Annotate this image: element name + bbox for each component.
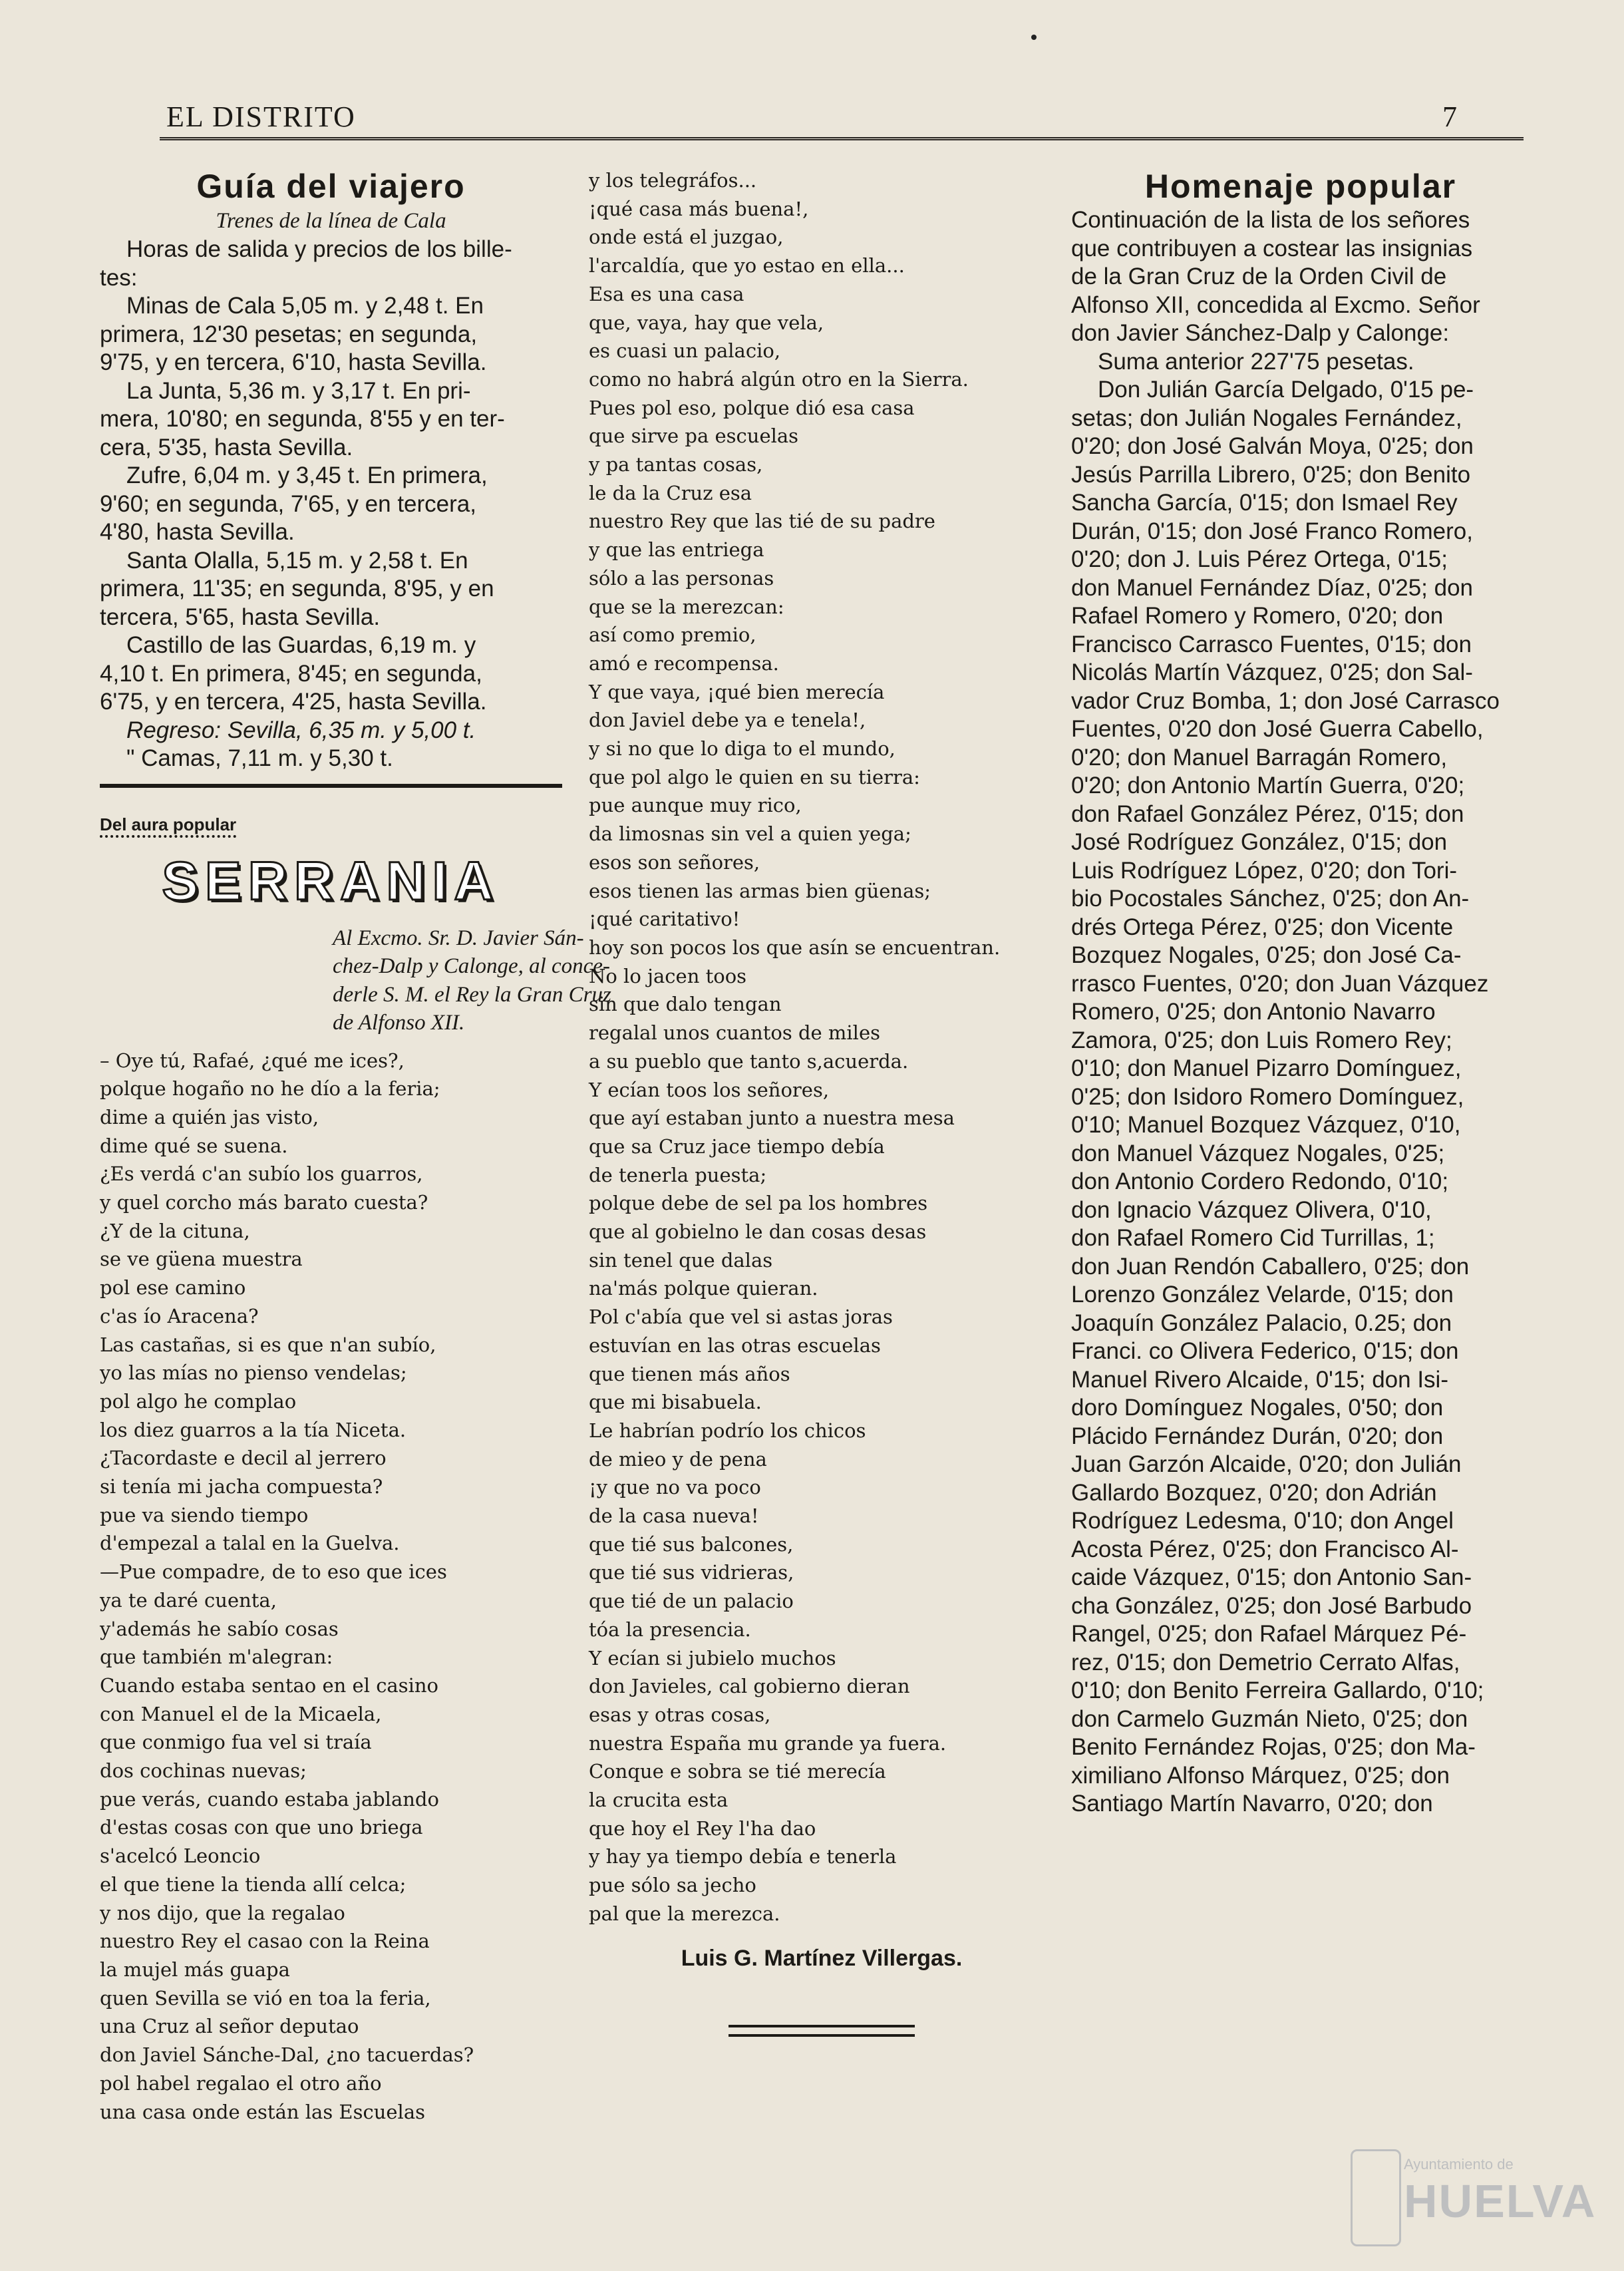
poem-line: ¡qué casa más buena!, <box>589 197 809 220</box>
guia-title: Guía del viajero <box>196 168 466 205</box>
poem-line: No lo jacen toos <box>589 964 747 987</box>
poem-line: nuestra España mu grande ya fuera. <box>589 1731 947 1755</box>
homenaje-line: Benito Fernández Rojas, 0'25; don Ma- <box>1071 1734 1476 1760</box>
homenaje-line: don Carmelo Guzmán Nieto, 0'25; don <box>1071 1705 1468 1732</box>
homenaje-line: Lorenzo González Velarde, 0'15; don <box>1071 1282 1454 1308</box>
poem-line: pol habel regalao el otro año <box>100 2071 382 2095</box>
poem-line: pal que la merezca. <box>589 1902 780 1925</box>
dedication <box>333 924 611 1037</box>
page-number: 7 <box>1442 100 1457 133</box>
poem-line: esas y otras cosas, <box>589 1703 771 1726</box>
poem-line: que pol algo le quien en su tierra: <box>589 765 920 788</box>
poem-line: d'estas cosas con que uno briega <box>100 1816 423 1839</box>
poem-line: la mujel más guapa <box>100 1958 290 1981</box>
watermark-line2: HUELVA <box>1404 2175 1597 2227</box>
poem-line: pue verás, cuando estaba jablando <box>100 1787 439 1811</box>
poem-line: quen Sevilla se vió en toa la feria, <box>100 1986 431 2009</box>
homenaje-line: Rodríguez Ledesma, 0'10; don Angel <box>1071 1508 1454 1534</box>
poem-line: que sirve pa escuelas <box>589 425 799 448</box>
homenaje-line: Rafael Romero y Romero, 0'20; don <box>1071 603 1444 629</box>
poem-column-1 <box>100 1047 562 2127</box>
homenaje-body <box>1071 206 1530 1819</box>
homenaje-line: Francisco Carrasco Fuentes, 0'15; don <box>1071 631 1472 657</box>
poem-line: regalal unos cuantos de miles <box>589 1021 880 1045</box>
guia-line: mera, 10'80; en segunda, 8'55 y en ter- <box>100 406 505 432</box>
poem-line: pue va siendo tiempo <box>100 1503 309 1526</box>
poem-line: y pa tantas cosas, <box>589 453 763 476</box>
homenaje-line: Rangel, 0'25; don Rafael Márquez Pé- <box>1071 1621 1467 1647</box>
homenaje-line: 0'20; don Antonio Martín Guerra, 0'20; <box>1071 773 1465 798</box>
homenaje-line: 0'20; don Manuel Barragán Romero, <box>1071 744 1448 771</box>
poem-column-2 <box>589 166 1055 1928</box>
poem-line: tóa la presencia. <box>589 1618 751 1641</box>
poem-line: la crucita esta <box>589 1789 729 1812</box>
poem-line: amó e recompensa. <box>589 651 779 675</box>
homenaje-line: don Rafael González Pérez, 0'15; don <box>1071 800 1464 827</box>
poem-line: y quel corcho más barato cuesta? <box>100 1191 428 1214</box>
homenaje-line: 0'20; don J. Luis Pérez Ortega, 0'15; <box>1071 546 1448 572</box>
homenaje-line: don Javier Sánchez-Dalp y Calonge: <box>1071 320 1450 346</box>
poem-line: sólo a las personas <box>589 566 774 590</box>
homenaje-line: Continuación de la lista de los señores <box>1071 207 1470 233</box>
homenaje-line: don Antonio Cordero Redondo, 0'10; <box>1071 1168 1449 1194</box>
homenaje-line: Bozquez Nogales, 0'25; don José Ca- <box>1071 942 1462 968</box>
poem-line: los diez guarros a la tía Niceta. <box>100 1418 406 1441</box>
guia-line: 9'60; en segunda, 7'65, y en tercera, <box>100 490 476 517</box>
ink-dot <box>1031 35 1037 40</box>
page-header <box>160 100 1464 140</box>
poem-line: como no habrá algún otro en la Sierra. <box>589 367 969 391</box>
poem-line: ¿Y de la cituna, <box>100 1219 250 1242</box>
poem-line: que ayí estaban junto a nuestra mesa <box>589 1107 955 1130</box>
poem-line: l'arcaldía, que yo estao en ella... <box>589 254 905 277</box>
section-divider <box>100 784 562 788</box>
homenaje-line: Nicolás Martín Vázquez, 0'25; don Sal- <box>1071 659 1473 685</box>
homenaje-line: Suma anterior 227'75 pesetas. <box>1098 348 1414 375</box>
poem-line: nuestro Rey que las tié de su padre <box>589 510 935 533</box>
poem-line: don Javieles, cal gobierno dieran <box>589 1675 910 1698</box>
homenaje-line: doro Domínguez Nogales, 0'50; don <box>1071 1395 1444 1421</box>
homenaje-line: don Ignacio Vázquez Olivera, 0'10, <box>1071 1196 1432 1223</box>
column-1 <box>100 166 611 2126</box>
homenaje-line: 0'10; Manuel Bozquez Vázquez, 0'10, <box>1071 1112 1461 1138</box>
homenaje-line: 0'10; don Manuel Pizarro Domínguez, <box>1071 1055 1462 1081</box>
homenaje-line: Juan Garzón Alcaide, 0'20; don Julián <box>1071 1451 1462 1477</box>
homenaje-line: Fuentes, 0'20 don José Guerra Cabello, <box>1071 716 1484 742</box>
poem-line: que, vaya, hay que vela, <box>589 311 824 334</box>
homenaje-line: Alfonso XII, concedida al Excmo. Señor <box>1071 291 1480 318</box>
homenaje-line: 0'20; don José Galván Moya, 0'25; don <box>1071 433 1474 459</box>
poem-line: una casa onde están las Escuelas <box>100 2100 425 2123</box>
poem-line: es cuasi un palacio, <box>589 339 781 363</box>
poem-line: que al gobielno le dan cosas desas <box>589 1220 927 1244</box>
poem-line: Y que vaya, ¡qué bien merecía <box>589 680 885 703</box>
guia-line: Horas de salida y precios de los bille- <box>126 236 512 262</box>
poem-line: que tié de un palacio <box>589 1590 794 1613</box>
homenaje-line: Santiago Martín Navarro, 0'20; don <box>1071 1791 1433 1817</box>
poem-line: Le habrían podrío los chicos <box>589 1419 866 1442</box>
poem-line: c'as ío Aracena? <box>100 1304 259 1327</box>
guia-line: tes: <box>100 264 138 291</box>
dedication-line: derle S. M. el Rey la Gran Cruz <box>333 982 611 1007</box>
poem-line: que tié sus balcones, <box>589 1532 794 1556</box>
poem-line: que sa Cruz jace tiempo debía <box>589 1135 885 1158</box>
guia-line: Santa Olalla, 5,15 m. y 2,58 t. En <box>126 547 468 574</box>
poem-line: da limosnas sin vel a quien yega; <box>589 822 911 846</box>
homenaje-line: Franci. co Olivera Federico, 0'15; don <box>1071 1338 1459 1364</box>
guia-line: tercera, 5'65, hasta Sevilla. <box>100 604 381 630</box>
homenaje-line: Plácido Fernández Durán, 0'20; don <box>1071 1423 1444 1449</box>
poem-line: una Cruz al señor deputao <box>100 2015 359 2038</box>
homenaje-line: Luis Rodríguez López, 0'20; don Tori- <box>1071 857 1458 884</box>
guia-line: " Camas, 7,11 m. y 5,30 t. <box>126 745 393 771</box>
homenaje-line: José Rodríguez González, 0'15; don <box>1071 829 1448 855</box>
column-3 <box>1071 166 1530 1819</box>
poem-line: Pol c'abía que vel si astas joras <box>589 1306 893 1329</box>
watermark-line1: Ayuntamiento de <box>1404 2156 1514 2173</box>
homenaje-title: Homenaje popular <box>1144 168 1457 205</box>
homenaje-line: rrasco Fuentes, 0'20; don Juan Vázquez <box>1071 970 1489 997</box>
poem-line: Cuando estaba sentao en el casino <box>100 1673 439 1697</box>
homenaje-line: Zamora, 0'25; don Luis Romero Rey; <box>1071 1027 1452 1053</box>
poem-line: ¿Es verdá c'an subío los guarros, <box>100 1162 423 1186</box>
poem-line: y nos dijo, que la regalao <box>100 1901 345 1924</box>
homenaje-line: cha González, 0'25; don José Barbudo <box>1071 1592 1472 1619</box>
guia-line: 9'75, y en tercera, 6'10, hasta Sevilla. <box>100 349 487 375</box>
poem-line: ya te daré cuenta, <box>100 1588 277 1612</box>
dedication-line: chez-Dalp y Calonge, al conce- <box>333 954 610 978</box>
homenaje-line: don Rafael Romero Cid Turrillas, 1; <box>1071 1225 1435 1251</box>
poem-line: sin tenel que dalas <box>589 1248 773 1272</box>
poem-line: Y ecían toos los señores, <box>589 1078 830 1101</box>
poem-line: que conmigo fua vel si traía <box>100 1731 372 1754</box>
homenaje-line: don Manuel Fernández Díaz, 0'25; don <box>1071 574 1474 601</box>
dedication-line: de Alfonso XII. <box>333 1011 465 1035</box>
poem-line: el que tiene la tienda allí celca; <box>100 1872 406 1896</box>
coat-of-arms-icon <box>1351 2149 1401 2246</box>
homenaje-line: Durán, 0'15; don José Franco Romero, <box>1071 518 1473 544</box>
poem-line: hoy son pocos los que asín se encuentran. <box>589 936 1001 959</box>
homenaje-line: que contribuyen a costear las insignias <box>1071 235 1473 262</box>
homenaje-line: de la Gran Cruz de la Orden Civil de <box>1071 263 1447 289</box>
poem-line: polque hogaño no he dío a la feria; <box>100 1077 440 1101</box>
ornament-divider <box>729 2018 915 2045</box>
poem-line: – Oye tú, Rafaé, ¿qué me ices?, <box>100 1049 405 1072</box>
poem-line: que hoy el Rey l'ha dao <box>589 1817 816 1840</box>
poem-line: y que las entriega <box>589 538 764 562</box>
homenaje-line: Jesús Parrilla Librero, 0'25; don Benito <box>1071 461 1471 488</box>
serrania-title: SERRANIA <box>162 850 500 912</box>
poem-line: —Pue compadre, de to eso que ices <box>100 1560 447 1584</box>
poem-line: así como premio, <box>589 623 756 647</box>
homenaje-line: Gallardo Bozquez, 0'20; don Adrián <box>1071 1479 1437 1506</box>
poem-line: pue sólo sa jecho <box>589 1874 756 1897</box>
poem-line: le da la Cruz esa <box>589 481 752 504</box>
poem-line: onde está el juzgao, <box>589 226 784 249</box>
poem-line: pue aunque muy rico, <box>589 794 802 817</box>
homenaje-line: Acosta Pérez, 0'25; don Francisco Al- <box>1071 1536 1459 1562</box>
guia-line: Minas de Cala 5,05 m. y 2,48 t. En <box>126 293 484 319</box>
homenaje-line: Manuel Rivero Alcaide, 0'15; don Isi- <box>1071 1366 1448 1393</box>
poem-line: sin que dalo tengan <box>589 993 782 1016</box>
poem-line: dime qué se suena. <box>100 1134 288 1157</box>
poem-line: y'además he sabío cosas <box>100 1617 339 1640</box>
guia-body <box>100 236 562 773</box>
poem-line: que tienen más años <box>589 1362 790 1385</box>
homenaje-line: setas; don Julián Nogales Fernández, <box>1071 405 1462 431</box>
guia-line: primera, 12'30 pesetas; en segunda, <box>100 321 478 347</box>
poem-line: polque debe de sel pa los hombres <box>589 1192 928 1215</box>
poem-line: ¡y que no va poco <box>589 1476 761 1499</box>
homenaje-line: ximiliano Alfonso Márquez, 0'25; don <box>1071 1762 1450 1789</box>
poem-line: dime a quién jas visto, <box>100 1105 319 1129</box>
poem-line: pol algo he complao <box>100 1389 297 1413</box>
poem-line: que se la merezcan: <box>589 595 784 618</box>
poem-line: Pues pol eso, polque dió esa casa <box>589 396 915 419</box>
poem-line: esos son señores, <box>589 850 760 874</box>
section-label: Del aura popular <box>100 814 236 838</box>
poem-line: ¡qué caritativo! <box>589 908 740 931</box>
poem-line: esos tienen las armas bien güenas; <box>589 879 931 902</box>
guia-line: 4'80, hasta Sevilla. <box>100 519 295 545</box>
homenaje-line: vador Cruz Bomba, 1; don José Carrasco <box>1071 687 1500 714</box>
newspaper-title: EL DISTRITO <box>166 100 356 133</box>
poem-line: dos cochinas nuevas; <box>100 1759 307 1783</box>
homenaje-line: Joaquín González Palacio, 0.25; don <box>1071 1310 1452 1336</box>
homenaje-line: Sancha García, 0'15; don Ismael Rey <box>1071 490 1458 516</box>
poem-line: yo las mías no pienso vendelas; <box>100 1361 407 1385</box>
poem-line: Y ecían si jubielo muchos <box>589 1646 836 1669</box>
poem-line: Conque e sobra se tié merecía <box>589 1760 886 1783</box>
homenaje-line: bio Pocostales Sánchez, 0'25; don An- <box>1071 886 1470 912</box>
guia-line: Zufre, 6,04 m. y 3,45 t. En primera, <box>126 462 488 488</box>
poem-line: y los telegráfos... <box>589 169 757 192</box>
homenaje-line: don Manuel Vázquez Nogales, 0'25; <box>1071 1140 1445 1166</box>
homenaje-line: caide Vázquez, 0'15; don Antonio San- <box>1071 1564 1472 1590</box>
poem-author: Luis G. Martínez Villergas. <box>681 1945 963 1971</box>
poem-line: don Javiel Sánche-Dal, ¿no tacuerdas? <box>100 2043 474 2067</box>
poem-line: d'empezal a talal en la Guelva. <box>100 1532 400 1555</box>
poem-line: que mi bisabuela. <box>589 1391 762 1414</box>
poem-line: de tenerla puesta; <box>589 1163 767 1186</box>
poem-line: que tié sus vidrieras, <box>589 1561 794 1584</box>
poem-line: con Manuel el de la Micaela, <box>100 1702 382 1725</box>
ayuntamiento-huelva-watermark <box>1351 2149 1617 2256</box>
guia-line: La Junta, 5,36 m. y 3,17 t. En pri- <box>126 377 471 404</box>
header-rule <box>160 137 1524 140</box>
poem-line: estuvían en las otras escuelas <box>589 1333 881 1357</box>
homenaje-line: Romero, 0'25; don Antonio Navarro <box>1071 999 1436 1025</box>
guia-line: Castillo de las Guardas, 6,19 m. y <box>126 632 476 658</box>
poem-line: a su pueblo que tanto s,acuerda. <box>589 1049 909 1073</box>
guia-line: Regreso: Sevilla, 6,35 m. y 5,00 t. <box>126 717 476 743</box>
homenaje-line: Don Julián García Delgado, 0'15 pe- <box>1098 377 1474 403</box>
poem-line: y hay ya tiempo debía e tenerla <box>589 1845 897 1868</box>
guia-line: primera, 11'35; en segunda, 8'95, y en <box>100 576 494 602</box>
poem-line: de la casa nueva! <box>589 1504 759 1528</box>
poem-line: don Javiel debe ya e tenela!, <box>589 709 866 732</box>
poem-line: Las castañas, si es que n'an subío, <box>100 1333 436 1356</box>
guia-line: 4,10 t. En primera, 8'45; en segunda, <box>100 660 482 687</box>
homenaje-line: 0'10; don Benito Ferreira Gallardo, 0'10; <box>1071 1677 1484 1703</box>
homenaje-line: rez, 0'15; don Demetrio Cerrato Alfas, <box>1071 1649 1460 1675</box>
guia-subtitle: Trenes de la línea de Cala <box>216 209 446 233</box>
homenaje-line: drés Ortega Pérez, 0'25; don Vicente <box>1071 914 1454 940</box>
homenaje-line: 0'25; don Isidoro Romero Domínguez, <box>1071 1083 1464 1110</box>
poem-line: si tenía mi jacha compuesta? <box>100 1475 383 1498</box>
poem-line: na'más polque quieran. <box>589 1277 818 1300</box>
dedication-line: Al Excmo. Sr. D. Javier Sán- <box>333 926 584 950</box>
poem-line: y si no que lo diga to el mundo, <box>589 737 895 761</box>
column-2 <box>589 166 1055 2045</box>
poem-line: ¿Tacordaste e decil al jerrero <box>100 1447 387 1470</box>
guia-line: cera, 5'35, hasta Sevilla. <box>100 434 353 460</box>
poem-line: de mieo y de pena <box>589 1447 767 1471</box>
poem-line: Esa es una casa <box>589 282 744 305</box>
poem-line: nuestro Rey el casao con la Reina <box>100 1930 430 1953</box>
poem-line: s'acelcó Leoncio <box>100 1844 261 1868</box>
guia-line: 6'75, y en tercera, 4'25, hasta Sevilla. <box>100 689 487 715</box>
homenaje-line: don Juan Rendón Caballero, 0'25; don <box>1071 1253 1470 1280</box>
poem-line: se ve güena muestra <box>100 1248 303 1271</box>
poem-line: que también m'alegran: <box>100 1646 333 1669</box>
poem-line: pol ese camino <box>100 1276 246 1300</box>
